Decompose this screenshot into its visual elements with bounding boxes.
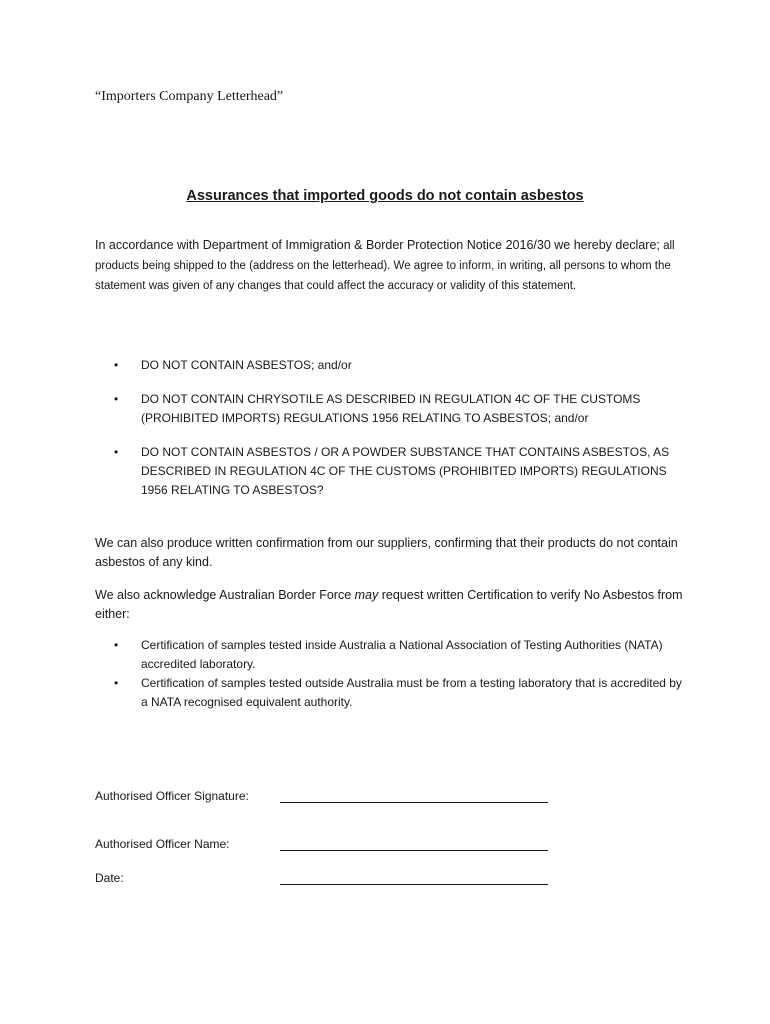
bullet-icon: • <box>114 676 119 690</box>
list-item <box>95 356 685 375</box>
bullet-icon: • <box>114 358 119 372</box>
bullet-icon: • <box>114 392 119 406</box>
declaration-text: DO NOT CONTAIN CHRYSOTILE AS DESCRIBED IN REGULATION 4C OF THE CUSTOMS (PROHIBITED IMPORTS) REGULATIONS 1956 RELATING TO ASBESTOS; and/or <box>141 392 641 425</box>
signature-label: Authorised Officer Signature: <box>95 789 249 803</box>
letterhead-placeholder: “Importers Company Letterhead” <box>95 89 284 104</box>
supplier-paragraph: We can also produce written confirmation from our suppliers, confirming that their products do not contain asbestos of any kind. <box>95 536 678 569</box>
declaration-list <box>95 356 685 500</box>
list-item <box>95 390 685 428</box>
acknowledge-paragraph <box>95 586 695 624</box>
acknowledge-after: request written Certification to verify No Asbestos from either: <box>95 588 683 621</box>
date-field[interactable] <box>280 884 548 885</box>
date-label: Date: <box>95 871 124 885</box>
declaration-text: DO NOT CONTAIN ASBESTOS / OR A POWDER SUBSTANCE THAT CONTAINS ASBESTOS, AS DESCRIBED IN REGULATION 4C OF THE CUSTOMS (PROHIBITED IMPORTS) REGULATIONS 1956 RELATING TO ASBESTOS? <box>141 445 670 497</box>
intro-details: all products being shipped to the (address on the letterhead). We agree to inform, in writing, all persons to whom the statement was given of any changes that could affect the accuracy or validity of this statement. <box>95 240 675 292</box>
acknowledge-may: may <box>354 588 379 602</box>
list-item <box>95 443 685 500</box>
acknowledge-before: We also acknowledge Australian Border Force <box>95 588 355 602</box>
signature-field[interactable] <box>280 802 548 803</box>
certification-list <box>95 636 685 712</box>
list-item <box>95 636 685 674</box>
list-item <box>95 674 685 712</box>
officer-name-label: Authorised Officer Name: <box>95 837 230 851</box>
intro-paragraph <box>95 236 695 296</box>
bullet-icon: • <box>114 638 119 652</box>
bullet-icon: • <box>114 445 119 459</box>
intro-declaration: In accordance with Department of Immigration & Border Protection Notice 2016/30 we hereby declare; <box>95 238 660 252</box>
page-title: Assurances that imported goods do not contain asbestos <box>186 188 584 204</box>
officer-name-field[interactable] <box>280 850 548 851</box>
certification-text: Certification of samples tested outside Australia must be from a testing laboratory that is accredited by a NATA recognised equivalent authority. <box>141 676 682 709</box>
certification-text: Certification of samples tested inside Australia a National Association of Testing Authorities (NATA) accredited laboratory. <box>141 638 663 671</box>
declaration-text: DO NOT CONTAIN ASBESTOS; and/or <box>141 358 352 372</box>
